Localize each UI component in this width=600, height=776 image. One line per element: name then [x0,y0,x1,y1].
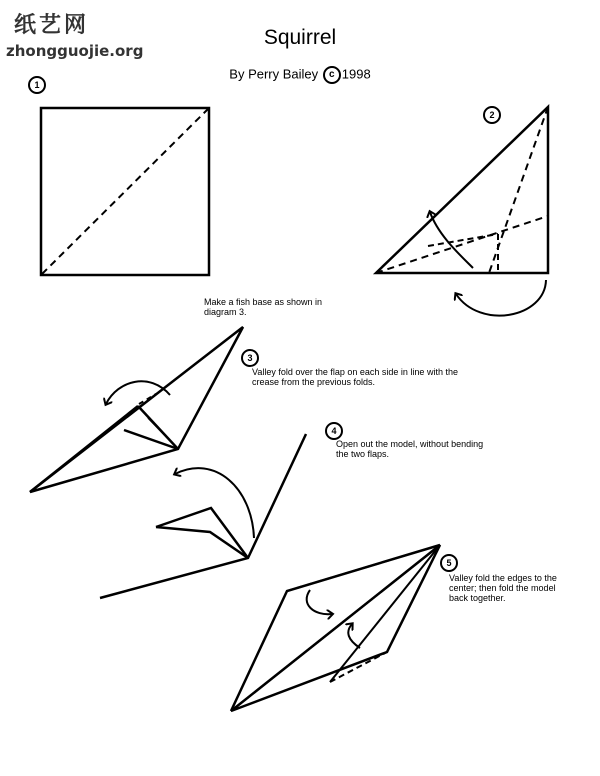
watermark-site: zhongguojie.org [6,42,144,60]
step-4-badge: 4 [325,422,343,440]
step3-diagram [30,327,243,492]
step5-fold-line [330,545,440,682]
step-4-note: Open out the model, without bending the two flaps. [336,439,484,459]
step2-fold-arrow-bottom [456,280,546,316]
page-title: Squirrel [263,26,337,49]
watermark-logo-text: 纸艺网 [14,12,90,38]
step2-diagram [376,107,548,316]
step-3-pre-note: Make a fish base as shown in diagram 3. [204,297,323,317]
copyright-symbol: c [323,66,341,84]
step5-fold-arrow-top [307,590,332,614]
step4-diagram [100,434,306,598]
step1-diagram [41,108,209,275]
step1-diagonal-crease [42,109,208,274]
byline-author: By Perry Bailey [229,66,322,82]
step-3-note: Valley fold over the flap on each side in line with the crease from the previous folds. [252,367,458,387]
step-3-badge: 3 [241,349,259,367]
step2-crease-a [376,216,548,273]
step5-fold-arrow-bottom [348,624,360,648]
byline-year: 1998 [341,66,371,82]
step4-flap-edge [211,508,248,558]
step4-fold-arrow [175,468,254,538]
step5-diagram [231,545,440,711]
step2-triangle [376,107,548,273]
step-2-badge: 2 [483,106,501,124]
step-5-note: Valley fold the edges to the center; then fold the model back together. [449,573,557,603]
step4-body [100,434,306,598]
step-1-badge: 1 [28,76,46,94]
step2-fold-arrow-top [430,212,473,268]
step4-flap-top [156,508,248,558]
step3-edge [30,406,138,492]
step5-crease-bottom [330,652,387,682]
step-5-badge: 5 [440,554,458,572]
step1-square [41,108,209,275]
step5-center-line [231,545,440,711]
step2-crease-d [428,234,498,246]
step3-fold-arrow [106,381,170,404]
step4-flap-bottom [156,527,248,558]
